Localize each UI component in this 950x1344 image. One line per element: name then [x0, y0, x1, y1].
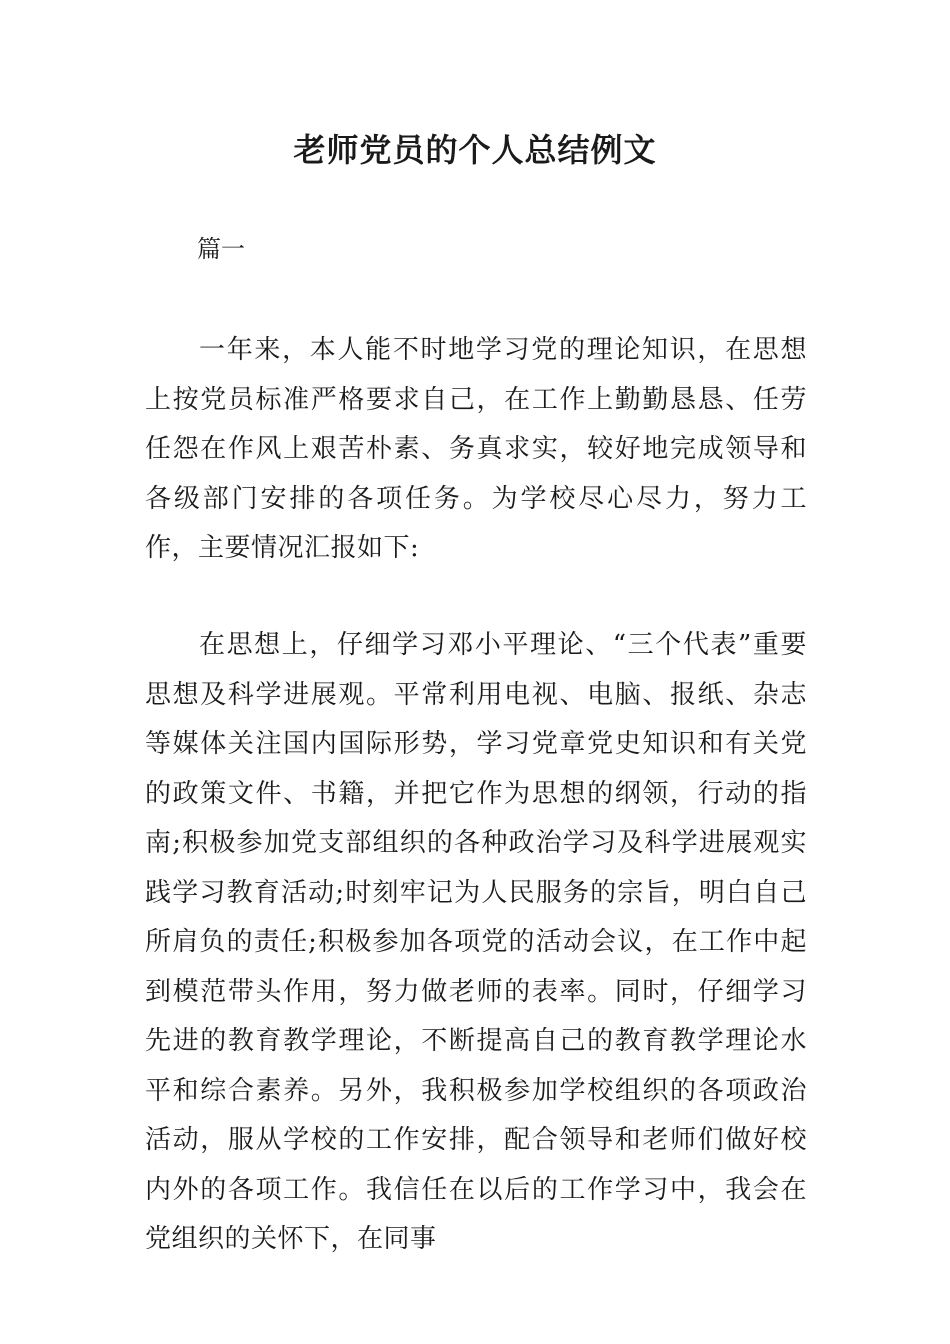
document-title: 老师党员的个人总结例文: [293, 131, 657, 169]
section-label: 篇一: [197, 235, 245, 263]
body-paragraph: 在思想上，仔细学习邓小平理论、“三个代表”重要思想及科学进展观。平常利用电视、电脑、报纸、杂志等媒体关注国内国际形势，学习党章党史知识和有关党的政策文件、书籍，并把它作为思想的纲领，行动的指南;积极参加党支部组织的各种政治学习及科学进展观实践学习教育活动;时刻牢记为人民服务的宗旨，明白自己所肩负的责任;积极参加各项党的活动会议，在工作中起到模范带头作用，努力做老师的表率。同时，仔细学习先进的教育教学理论，不断提高自己的教育教学理论水平和综合素养。另外，我积极参加学校组织的各项政治活动，服从学校的工作安排，配合领导和老师们做好校内外的各项工作。我信任在以后的工作学习中，我会在党组织的关怀下，在同事: [145, 630, 807, 1254]
body-paragraph: 一年来，本人能不时地学习党的理论知识，在思想上按党员标准严格要求自己，在工作上勤勤恳恳、任劳任怨在作风上艰苦朴素、务真求实，较好地完成领导和各级部门安排的各项任务。为学校尽心尽力，努力工作，主要情况汇报如下:: [145, 335, 807, 563]
